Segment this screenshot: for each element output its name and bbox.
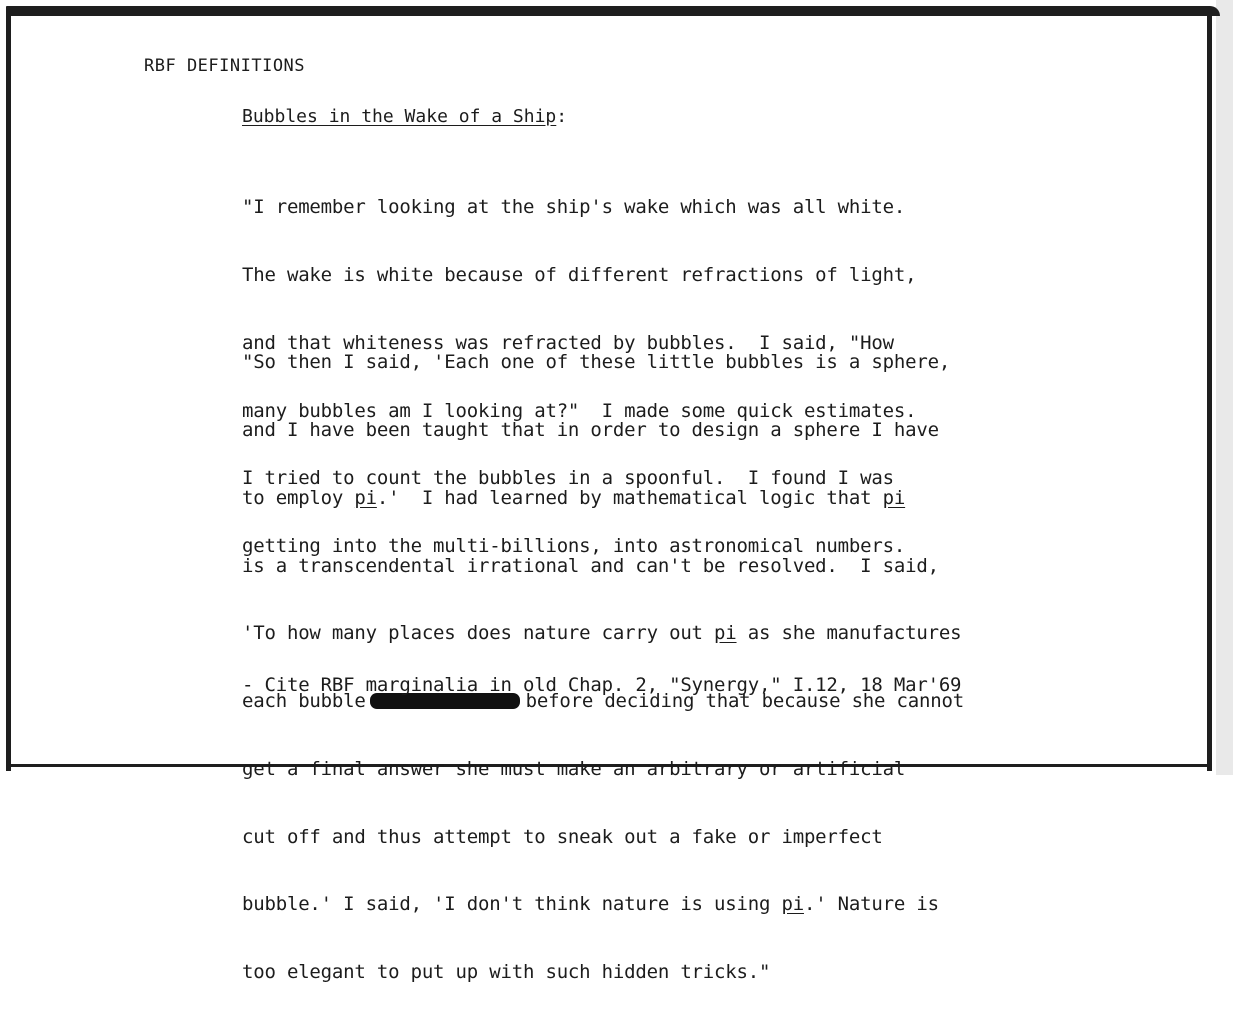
- card-border-left: [6, 8, 11, 771]
- pi-underlined: pi: [781, 893, 804, 916]
- section-title-colon: :: [556, 106, 568, 127]
- text-fragment: .' I had learned by mathematical logic that: [376, 486, 883, 509]
- text-line: get a final answer she must make an arbitrary or artificial: [242, 757, 906, 780]
- card-heading: RBF DEFINITIONS: [144, 56, 306, 76]
- text-line: [242, 622, 964, 645]
- text-line: The wake is white because of different refractions of light,: [242, 263, 917, 286]
- text-line: many bubbles am I looking at?" I made some quick estimates.: [242, 399, 917, 422]
- text-line: getting into the multi-billions, into astronomical numbers.: [242, 535, 906, 558]
- card-border-top: [6, 6, 1220, 16]
- text-fragment: as she manufactures: [736, 622, 962, 645]
- card-border-right: [1207, 14, 1212, 771]
- text-line: "I remember looking at the ship's wake which was all white.: [242, 196, 906, 219]
- text-line: is a transcendental irrational and can't be resolved. I said,: [242, 554, 939, 577]
- text-line: too elegant to put up with such hidden tricks.": [242, 961, 771, 984]
- citation: - Cite RBF marginalia in old Chap. 2, "Synergy," I.12, 18 Mar'69: [242, 674, 962, 696]
- scan-edge: [1216, 0, 1233, 775]
- text-fragment: bubble.' I said, 'I don't think nature is using: [242, 893, 782, 916]
- quote-paragraph-2: [242, 306, 964, 1029]
- pi-underlined: pi: [714, 622, 737, 645]
- text-line: I tried to count the bubbles in a spoonful. I found I was: [242, 467, 894, 490]
- text-line: [242, 893, 964, 916]
- text-fragment: before deciding that because she cannot: [525, 690, 964, 713]
- section-title-text: Bubbles in the Wake of a Ship: [242, 106, 557, 127]
- text-line: "So then I said, 'Each one of these little bubbles is a sphere,: [242, 351, 951, 374]
- text-line: [242, 487, 964, 510]
- section-title: [242, 106, 567, 127]
- text-fragment: .' Nature is: [803, 893, 939, 916]
- text-line: and I have been taught that in order to design a sphere I have: [242, 418, 939, 441]
- text-line: and that whiteness was refracted by bubbles. I said, "How: [242, 331, 894, 354]
- pi-underlined: pi: [354, 486, 377, 509]
- pi-underlined: pi: [882, 486, 906, 509]
- text-line: cut off and thus attempt to sneak out a fake or imperfect: [242, 825, 883, 848]
- text-fragment: each bubble: [242, 690, 366, 713]
- text-fragment: 'To how many places does nature carry out: [242, 622, 715, 645]
- text-fragment: to employ: [242, 486, 355, 509]
